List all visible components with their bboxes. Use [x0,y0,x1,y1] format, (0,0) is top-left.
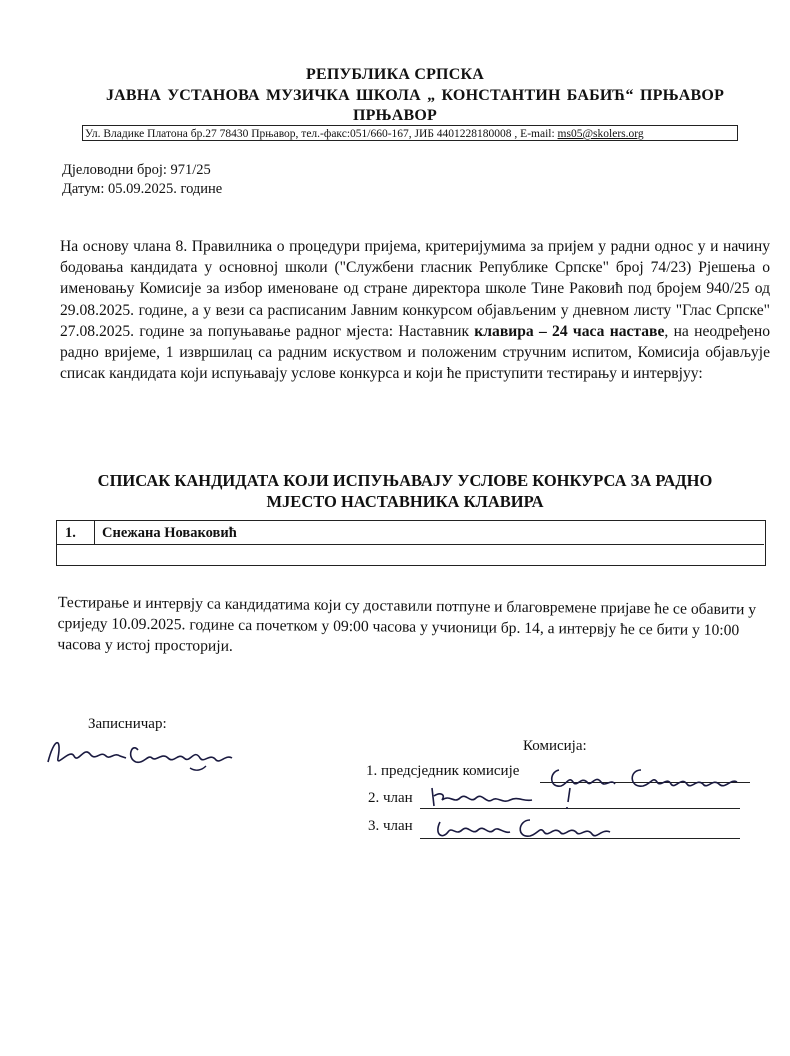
intro-text-1: На основу члана 8. Правилника о процедури пријема, критеријумима за пријем у радни однос у и начину бодовања кандидата у основној школи ("Службени гласник Републике Српске" број 74/23) Рјешења о именовању Комисије за избор именоване од стране директора школе Тине Раковић под бројем 940/25 од 29.08.2025. године, а у вези са расписаним Јавним конкурсом објављеним у дневном листу "Глас Српске" 27.08.2025. године за попуњавање радног мјеста: Наставник [60,238,770,340]
schedule-paragraph: Тестирање и интервју са кандидатима који су доставили потпуне и благовремене пријаве ће се обавити у сриједу 10.09.2025. године са почетком у 09:00 часова у учионици бр. 14, а интервју ће се бити у 10:00 часова у истој просторији. [57,593,757,655]
candidate-table [56,520,766,566]
member-3-signature [430,810,630,844]
document-date: Датум: 05.09.2025. године [62,181,223,197]
member-2-label: 2. члан [368,790,413,806]
list-title-line1: СПИСАК КАНДИДАТА КОЈИ ИСПУЊАВАЈУ УСЛОВЕ КОНКУРСА ЗА РАДНО [97,471,713,490]
address-bar [82,125,738,141]
reference-number: Дјеловодни број: 971/25 [62,162,211,178]
candidate-name: Снежана Новаковић [95,521,764,545]
member-3-label: 3. члан [368,818,413,834]
email-link[interactable]: ms05@skolers.org [557,128,644,140]
intro-text-2: , на неодређено радно вријеме, 1 извршилац са радним искуством и положеним стручним испитом, Комисија објављује списак кандидата који испуњавају услове конкурса и који ће приступити тестирању и интервјуу: [60,322,770,383]
commission-label: Комисија: [523,738,587,754]
recorder-label: Записничар: [88,716,167,732]
header-institution: ЈАВНА УСТАНОВА МУЗИЧКА ШКОЛА „ КОНСТАНТИН БАБИЋ“ ПРЊАВОР [105,87,725,104]
address-text: Ул. Владике Платона бр.27 78430 Прњавор, тел.-факс:051/660-167, ЈИБ 4401228180008 , E-mail: [85,128,558,140]
list-title-line2: МЈЕСТО НАСТАВНИКА КЛАВИРА [266,492,544,511]
position-bold: клавира – 24 часа наставе [474,322,665,340]
candidate-number: 1. [57,521,95,545]
intro-paragraph [60,236,770,384]
recorder-signature [40,728,240,778]
member-2-signature [420,782,590,812]
member-1-label: 1. предсједник комисије [366,763,520,779]
header-city: ПРЊАВОР [352,107,438,124]
header-republic: РЕПУБЛИКА СРПСКА [305,66,485,83]
